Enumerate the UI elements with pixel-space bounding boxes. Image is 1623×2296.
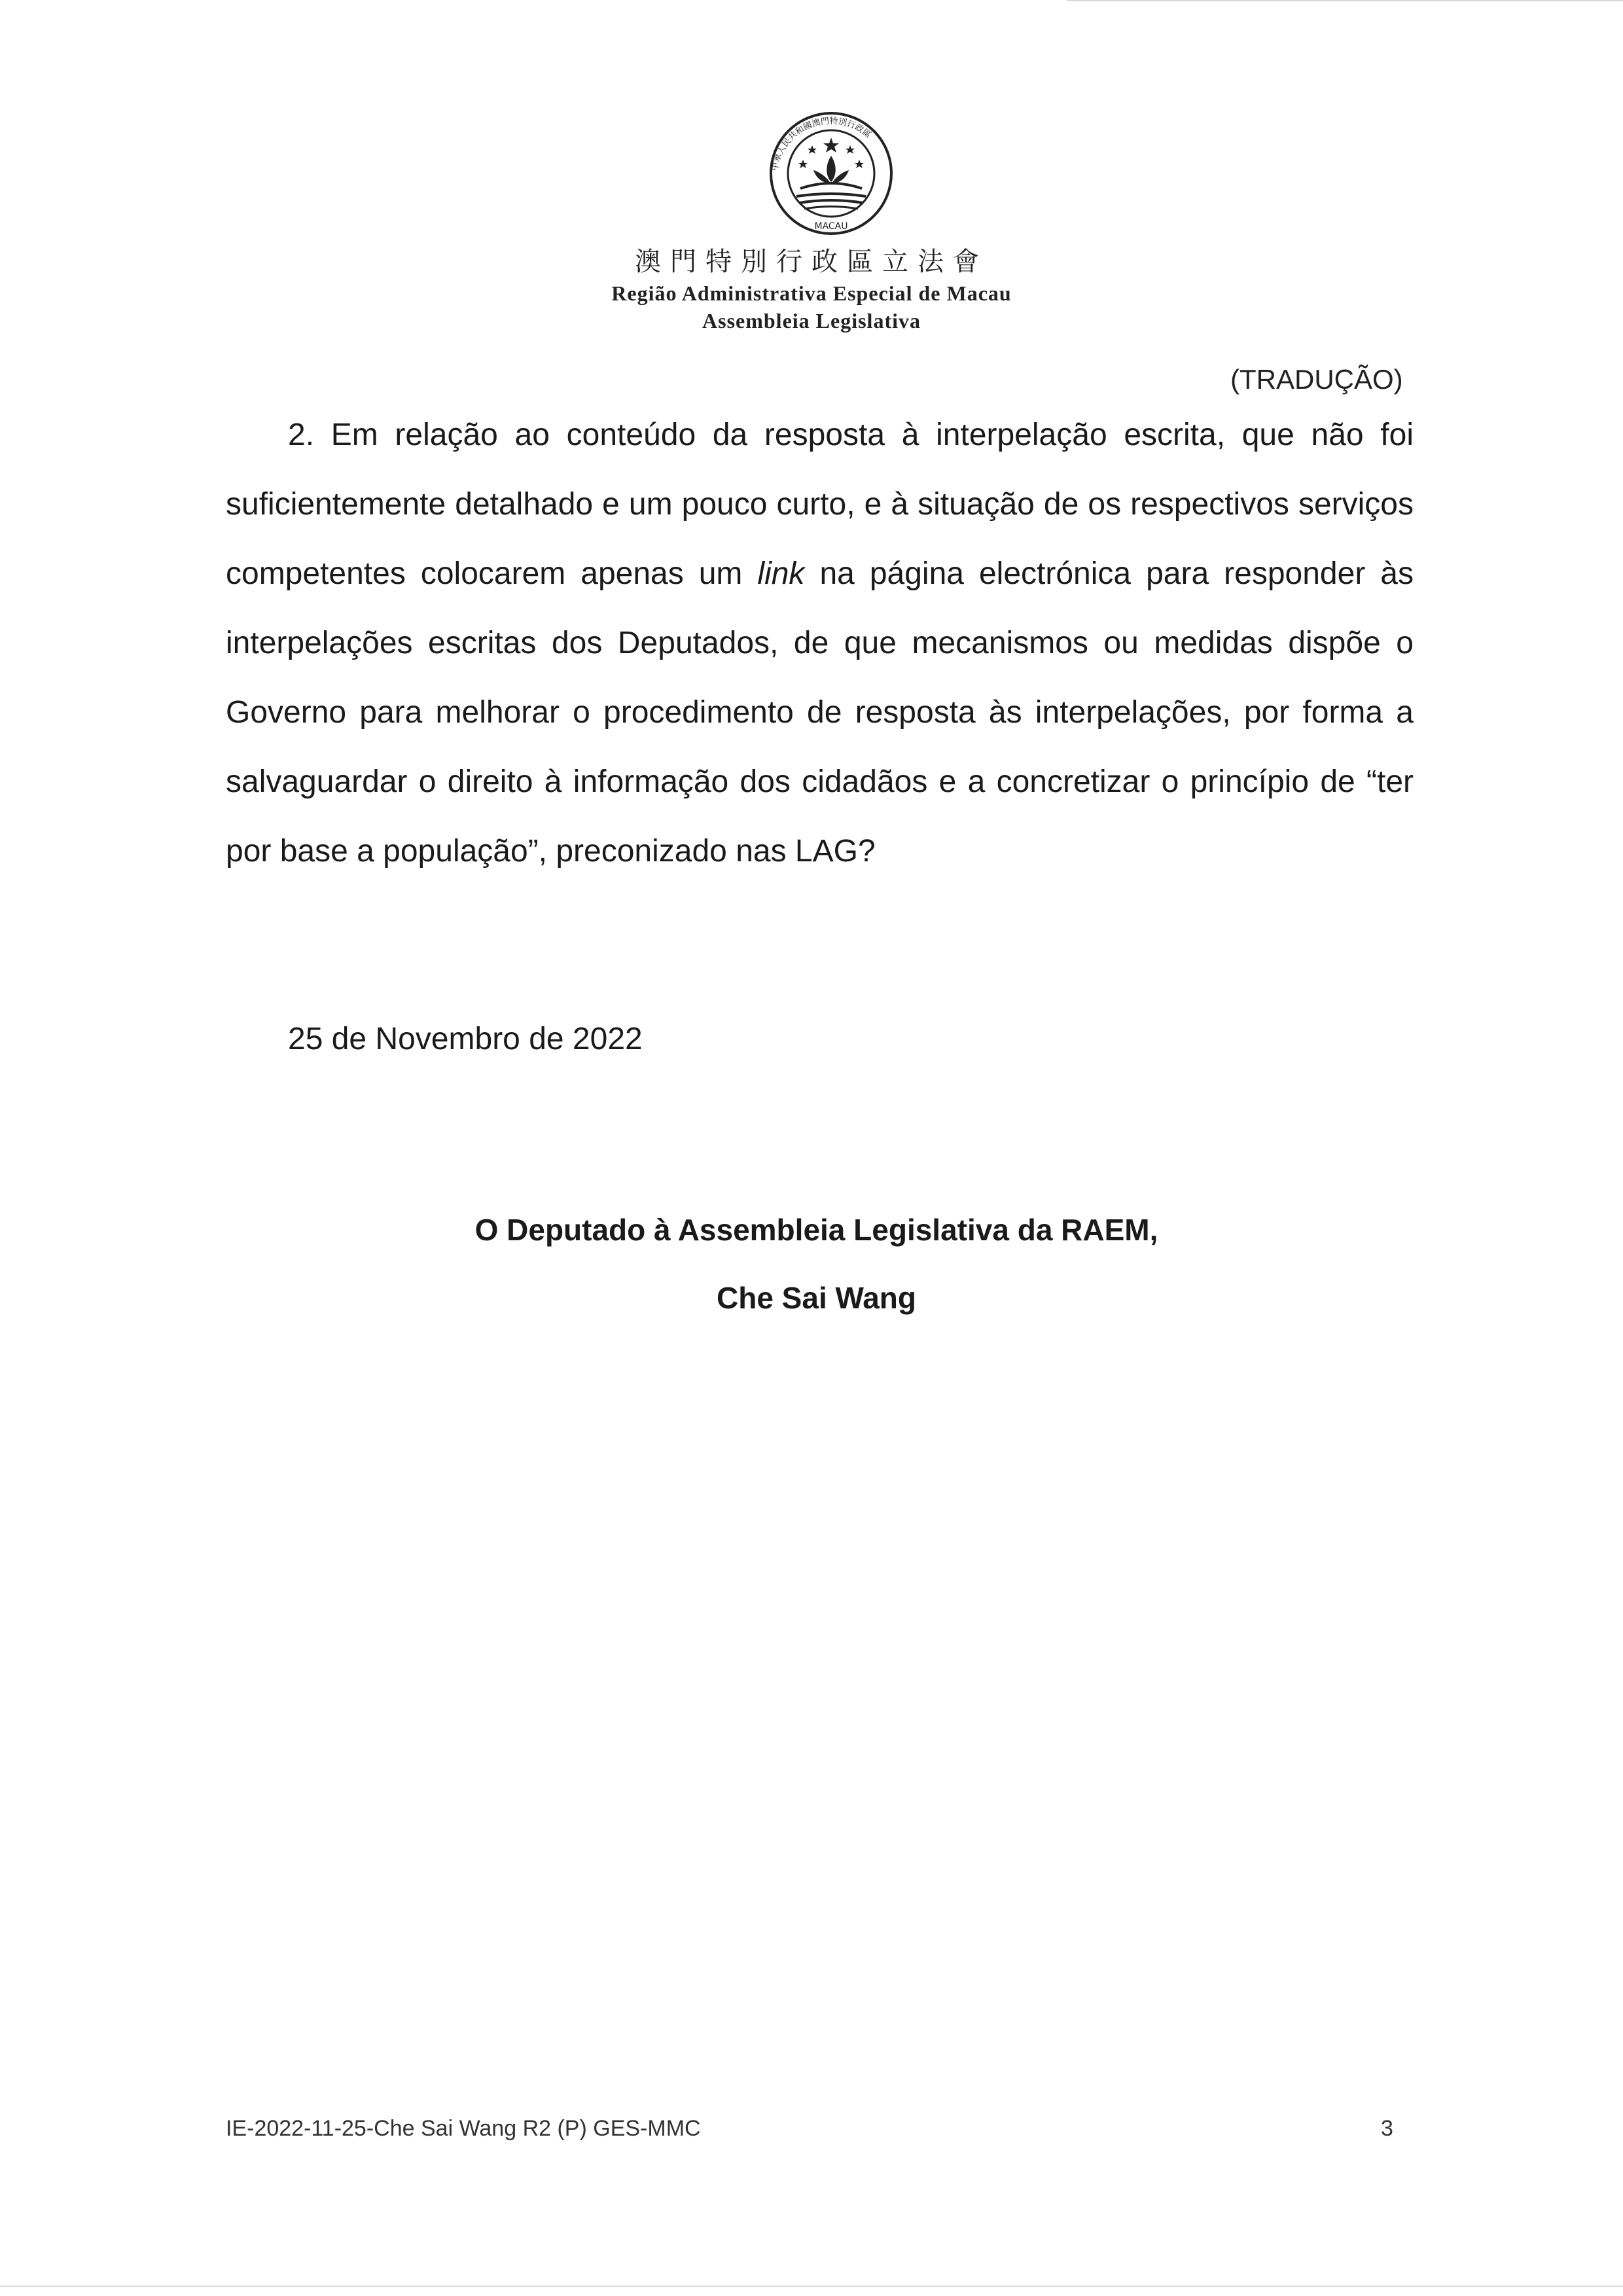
translation-mark: (TRADUÇÃO) [1230, 364, 1403, 395]
header-region-name: Região Administrativa Especial de Macau [611, 281, 1012, 305]
emblem-label: MACAU [814, 221, 848, 232]
body-paragraph [226, 401, 1414, 886]
body-text-emphasis: link [757, 556, 805, 591]
page-number: 3 [1381, 2116, 1393, 2141]
footer-reference: IE-2022-11-25-Che Sai Wang R2 (P) GES-MMC [226, 2116, 701, 2141]
scan-edge-top [1067, 0, 1623, 1]
header-institution: Assembleia Legislativa [702, 309, 921, 332]
header-chinese-name: 澳門特別行政區立法會 [635, 247, 988, 277]
emblem-ring-text-path: 中華人民共和國澳門特別行政區 [770, 116, 873, 172]
scan-edge-bottom [0, 2286, 1623, 2287]
body-text-part1: 2. Em relação ao conteúdo da resposta à interpelação escrita, que não foi suficientemente detalhado e um pouco curto, e à situação de os respectivos serviços competentes colocarem apenas um [226, 418, 1414, 591]
signature-name: Che Sai Wang [717, 1281, 916, 1315]
body-text-part2: na página electrónica para responder às interpelações escritas dos Deputados, de que mecanismos ou medidas dispõe o Governo para melhorar o procedimento de resposta às interpelações, por forma a salvaguardar o direito à informação dos cidadãos e a concretizar o princípio de “ter por base a população”, preconizado nas LAG? [226, 556, 1414, 869]
document-date: 25 de Novembro de 2022 [288, 1022, 643, 1056]
macau-emblem-icon [762, 105, 900, 236]
signature-title: O Deputado à Assembleia Legislativa da RAEM, [474, 1213, 1158, 1247]
